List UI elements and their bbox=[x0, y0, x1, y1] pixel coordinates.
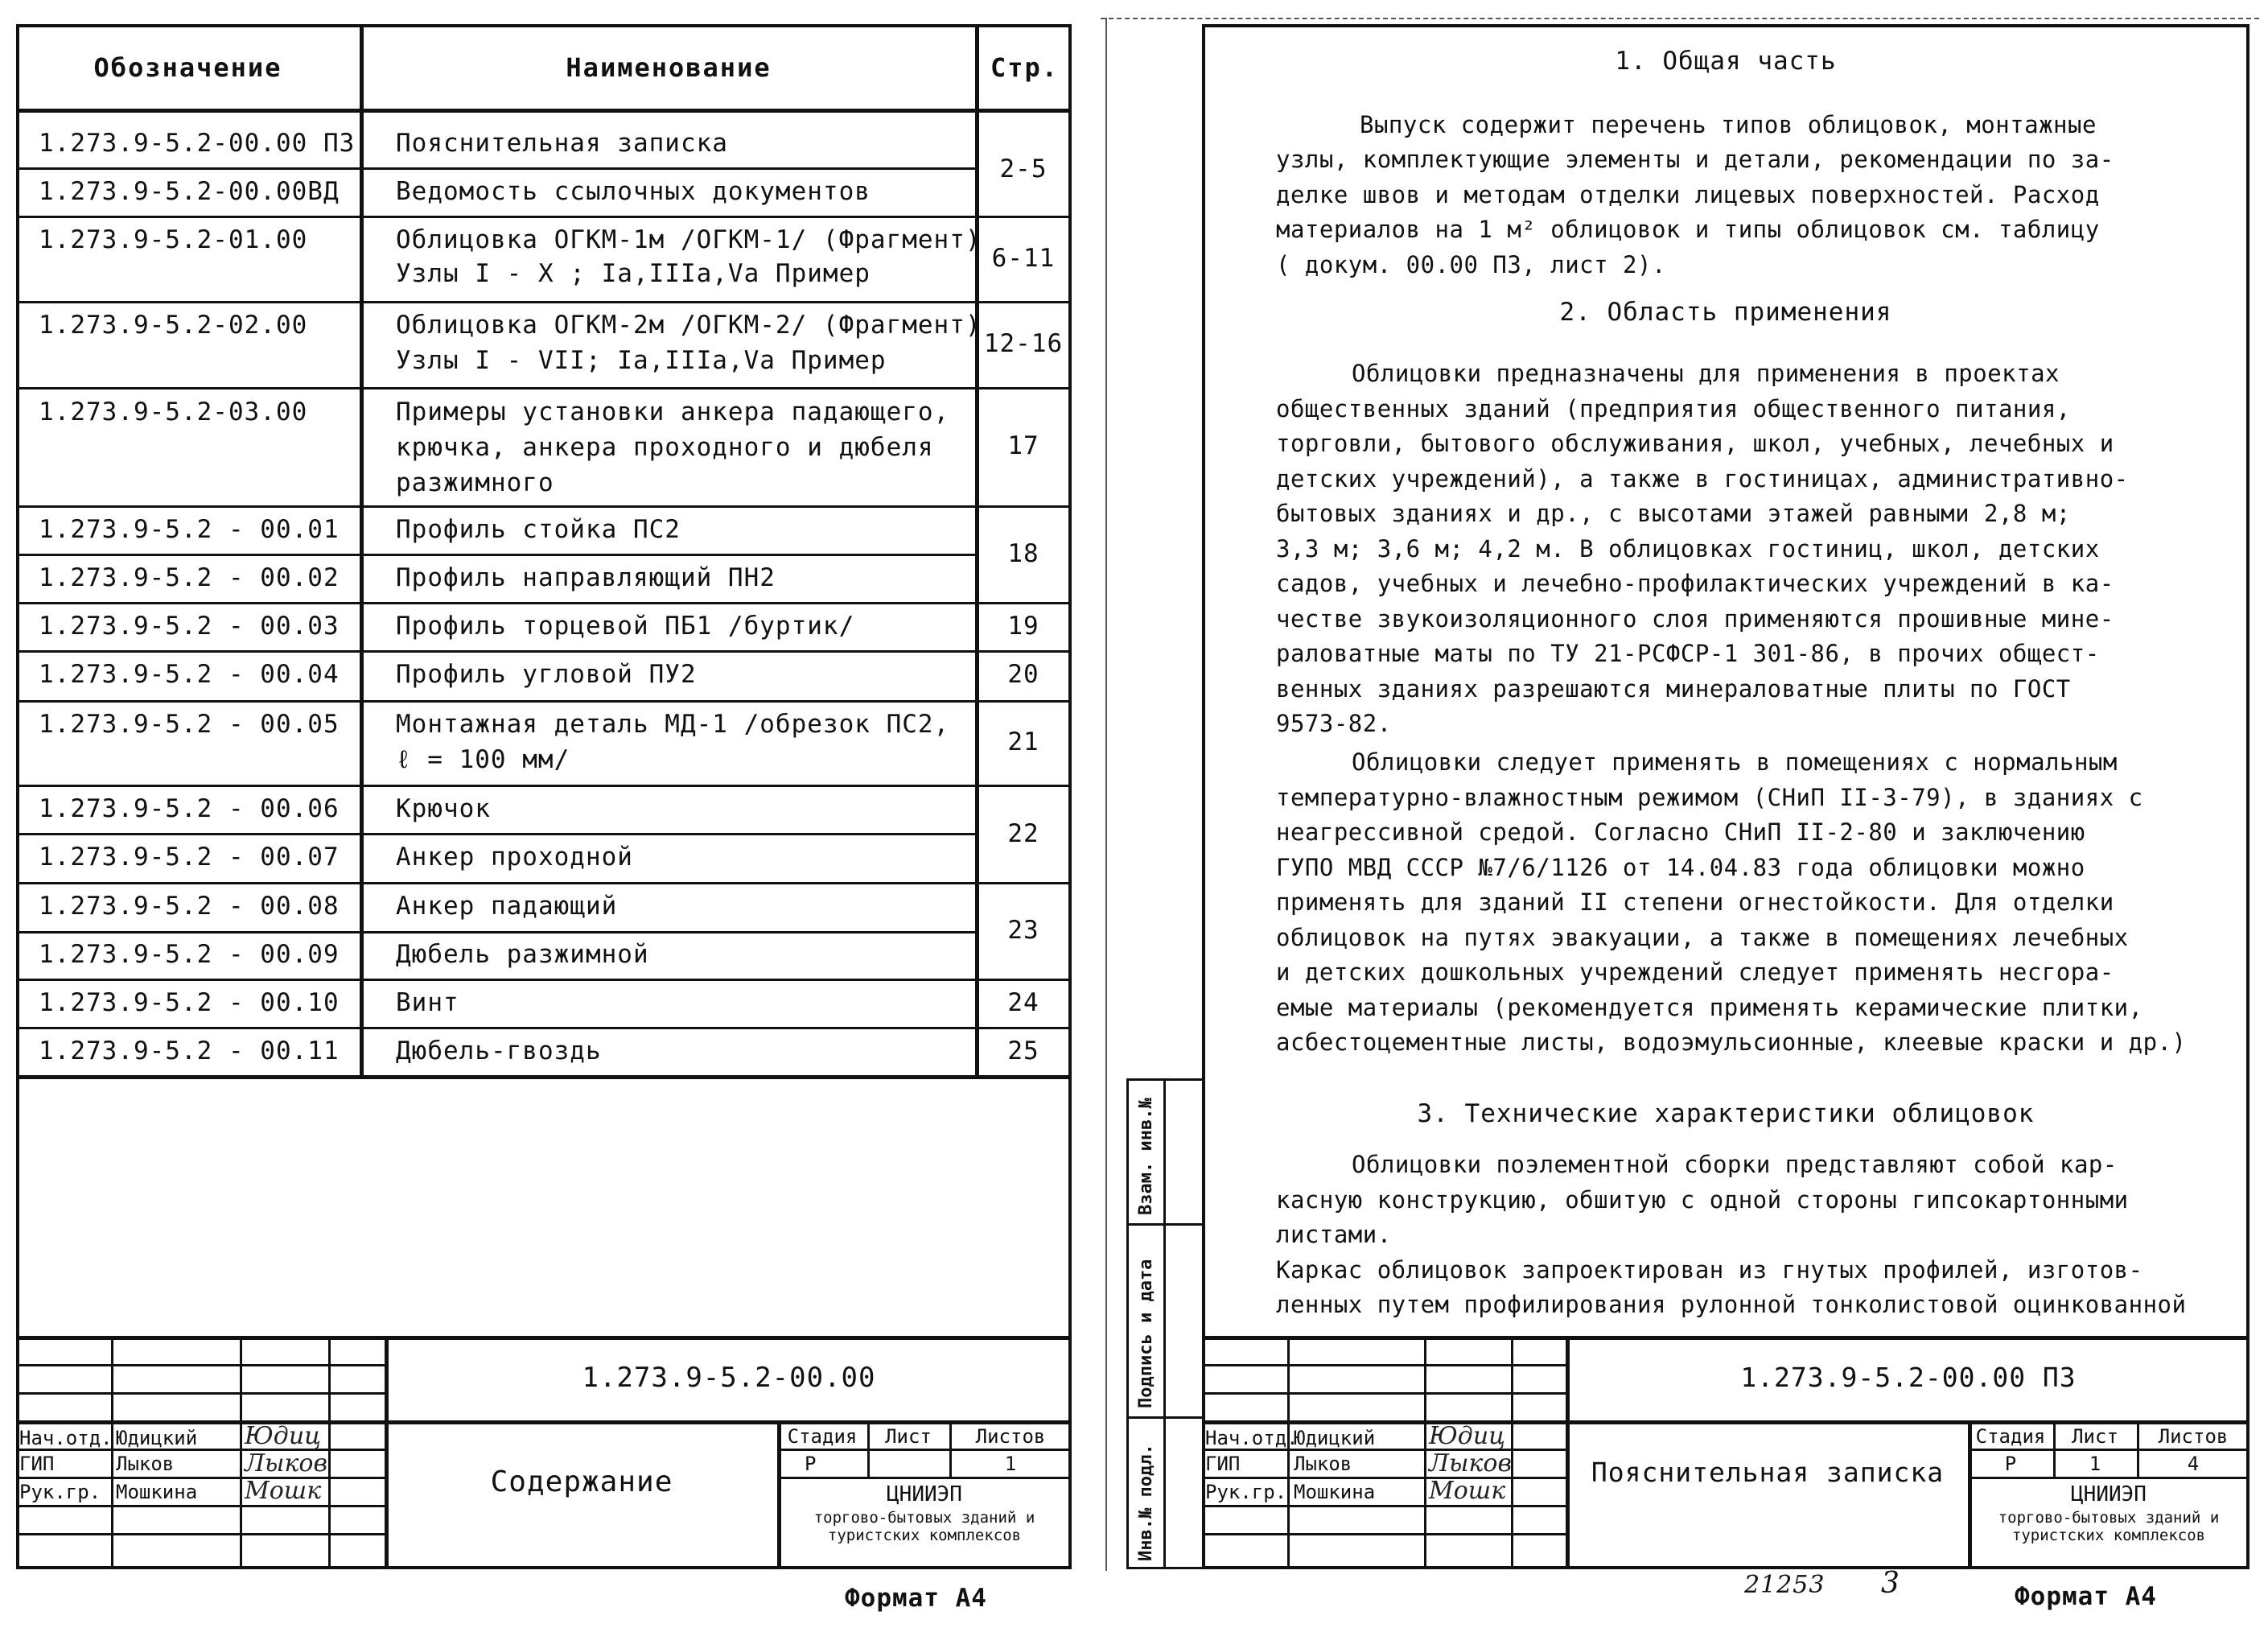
text-line: раловатные маты по ТУ 21-РСФСР-1 301-86, в прочих общест- bbox=[1276, 640, 2100, 667]
format-label: Формат А4 bbox=[2015, 1582, 2157, 1611]
row-divider bbox=[16, 785, 975, 787]
text-line: ( докум. 00.00 ПЗ, лист 2). bbox=[1276, 251, 1666, 278]
stamp-org: туристских комплексов bbox=[2011, 1527, 2206, 1544]
stamp-role: Рук.гр. bbox=[1205, 1481, 1287, 1503]
text-line: узлы, комплектующие элементы и детали, рекомендации по за- bbox=[1276, 146, 2114, 173]
page-divider bbox=[975, 882, 1072, 884]
page-divider bbox=[975, 700, 1072, 703]
row-page: 2-5 bbox=[999, 155, 1048, 183]
text-line: общественных зданий (предприятия общественного питания, bbox=[1276, 395, 2071, 422]
page-divider bbox=[975, 216, 1072, 218]
stamp-role: Рук.гр. bbox=[19, 1481, 101, 1503]
stamp-line bbox=[1968, 1477, 2249, 1479]
stamp-top-line bbox=[16, 1336, 1072, 1340]
row-code: 1.273.9-5.2 - 00.11 bbox=[39, 1037, 340, 1065]
stamp-name: Мошкина bbox=[1294, 1481, 1376, 1503]
signature: Лыков bbox=[245, 1449, 327, 1478]
text-line: Облицовки предназначены для применения в проектах bbox=[1352, 360, 2060, 387]
stamp-line bbox=[16, 1477, 386, 1479]
row-name: Профиль стойка ПС2 bbox=[396, 515, 681, 544]
stamp-name: Лыков bbox=[1294, 1453, 1352, 1475]
stamp-vline bbox=[111, 1336, 113, 1569]
page-divider bbox=[975, 301, 1072, 303]
row-divider bbox=[16, 1027, 975, 1029]
row-page: 23 bbox=[1007, 916, 1039, 945]
row-name: Дюбель-гвоздь bbox=[396, 1037, 602, 1065]
stamp-role: Нач.отд. bbox=[19, 1427, 113, 1449]
signature: Мошк bbox=[245, 1477, 322, 1505]
row-name: Профиль направляющий ПН2 bbox=[396, 563, 776, 592]
text-line: применять для зданий II степени огнестойкости. Для отделки bbox=[1276, 888, 2114, 916]
stamp-line bbox=[1202, 1420, 2249, 1424]
side-label-signature: Подпись и дата bbox=[1136, 1259, 1156, 1408]
text-line: неагрессивной средой. Согласно СНиП II-2-80 и заключению bbox=[1276, 818, 2085, 846]
row-name: Дюбель разжимной bbox=[396, 940, 649, 969]
text-line: материалов на 1 м² облицовок и типы облицовок см. таблицу bbox=[1276, 216, 2100, 243]
stamp-sheet-value: 1 bbox=[2089, 1453, 2101, 1475]
row-page: 22 bbox=[1007, 819, 1039, 848]
text-line: ГУПО МВД СССР №7/6/1126 от 14.04.83 года облицовки можно bbox=[1276, 854, 2085, 881]
text-line: Облицовки следует применять в помещениях с нормальным bbox=[1352, 748, 2118, 776]
stamp-sheet-label: Лист bbox=[2072, 1425, 2118, 1448]
signature: Юдиц bbox=[245, 1422, 322, 1450]
text-line: емые материалы (рекомендуется применять керамические плитки, bbox=[1276, 994, 2143, 1021]
stamp-sheets-label: Листов bbox=[2158, 1425, 2229, 1448]
row-name: Профиль угловой ПУ2 bbox=[396, 660, 697, 689]
text-line: и детских дошкольных учреждений следует применять несгора- bbox=[1276, 958, 2114, 986]
page-number: 3 bbox=[1881, 1567, 1900, 1600]
row-divider bbox=[16, 554, 975, 556]
text-line: честве звукоизоляционного слоя применяются прошивные мине- bbox=[1276, 605, 2114, 633]
row-name: Монтажная деталь МД-1 /обрезок ПС2, bbox=[396, 710, 950, 739]
row-name: Узлы I - X ; Iа,IIIа,Vа Пример bbox=[396, 259, 871, 288]
row-page: 6-11 bbox=[991, 244, 1056, 273]
stamp-sheet-label: Лист bbox=[885, 1425, 932, 1448]
row-divider bbox=[16, 700, 975, 703]
stamp-sheet-value: 1 bbox=[1004, 1453, 1017, 1475]
header-designation: Обозначение bbox=[93, 52, 282, 83]
stamp-sheets-value: 4 bbox=[2187, 1453, 2200, 1475]
text-line: Выпуск содержит перечень типов облицовок, монтажные bbox=[1360, 111, 2097, 138]
stamp-line bbox=[16, 1364, 386, 1366]
row-code: 1.273.9-5.2-00.00ВД bbox=[39, 177, 340, 206]
page-divider bbox=[975, 650, 1072, 653]
row-code: 1.273.9-5.2 - 00.05 bbox=[39, 710, 340, 739]
stamp-role: Нач.отд. bbox=[1205, 1427, 1299, 1449]
header-name: Наименование bbox=[566, 52, 772, 83]
stamp-role: ГИП bbox=[1205, 1453, 1241, 1475]
row-code: 1.273.9-5.2 - 00.09 bbox=[39, 940, 340, 969]
row-name: Облицовка ОГКМ-1м /ОГКМ-1/ (Фрагмент) bbox=[396, 225, 982, 254]
row-page: 12-16 bbox=[983, 329, 1064, 358]
stamp-org: туристских комплексов bbox=[827, 1527, 1022, 1544]
text-line: 9573-82. bbox=[1276, 710, 1392, 737]
row-divider bbox=[16, 650, 975, 653]
stamp-line bbox=[1968, 1449, 2249, 1451]
stamp-org: ЦНИИЭП bbox=[2071, 1482, 2147, 1506]
text-line: садов, учебных и лечебно-профилактических учреждений в ка- bbox=[1276, 570, 2114, 597]
row-divider bbox=[16, 833, 975, 835]
row-name: крючка, анкера проходного и дюбеля bbox=[396, 433, 934, 462]
stamp-name: Юдицкий bbox=[116, 1427, 198, 1449]
stamp-stage-value: Р bbox=[2004, 1453, 2017, 1475]
row-code: 1.273.9-5.2-03.00 bbox=[39, 398, 308, 427]
row-name: Примеры установки анкера падающего, bbox=[396, 398, 950, 427]
row-name: Крючок bbox=[396, 794, 491, 823]
side-label-replace: Взам. инв.№ bbox=[1136, 1098, 1156, 1215]
row-name: Профиль торцевой ПБ1 /буртик/ bbox=[396, 612, 855, 641]
row-page: 19 bbox=[1007, 612, 1039, 641]
row-name: Анкер проходной bbox=[396, 843, 633, 872]
row-page: 17 bbox=[1007, 431, 1039, 460]
stamp-line bbox=[16, 1533, 386, 1535]
stamp-title: Пояснительная записка bbox=[1591, 1457, 1945, 1488]
stamp-vline bbox=[1287, 1336, 1290, 1569]
page-divider bbox=[975, 979, 1072, 981]
row-code: 1.273.9-5.2 - 00.06 bbox=[39, 794, 340, 823]
stamp-name: Мошкина bbox=[116, 1481, 198, 1503]
stamp-org: торгово-бытовых зданий и bbox=[813, 1509, 1035, 1527]
row-page: 24 bbox=[1007, 988, 1039, 1017]
stamp-vline bbox=[328, 1336, 331, 1569]
archive-number: 21253 bbox=[1744, 1571, 1826, 1599]
stamp-line bbox=[16, 1392, 386, 1395]
header-page: Стр. bbox=[990, 52, 1060, 83]
text-line: детских учреждений), а также в гостиницах, административно- bbox=[1276, 465, 2129, 493]
side-strip-divider bbox=[1163, 1078, 1166, 1569]
stamp-org: торгово-бытовых зданий и bbox=[1998, 1509, 2220, 1527]
page-divider bbox=[975, 785, 1072, 787]
text-line: облицовок на путях эвакуации, а также в помещениях лечебных bbox=[1276, 924, 2129, 951]
stamp-vline bbox=[240, 1336, 242, 1569]
row-name: Узлы I - VII; Iа,IIIа,Vа Пример bbox=[396, 346, 887, 375]
row-divider bbox=[16, 387, 975, 389]
row-code: 1.273.9-5.2 - 00.04 bbox=[39, 660, 340, 689]
row-divider bbox=[16, 216, 975, 218]
page-divider bbox=[975, 387, 1072, 389]
row-divider bbox=[16, 602, 975, 604]
sheet-top-border bbox=[1101, 18, 2259, 19]
text-line: 3,3 м; 3,6 м; 4,2 м. В облицовках гостиниц, школ, детских bbox=[1276, 535, 2100, 563]
stamp-name: Юдицкий bbox=[1294, 1427, 1376, 1449]
side-strip-line bbox=[1126, 1416, 1202, 1419]
page-divider bbox=[975, 602, 1072, 604]
row-name: Облицовка ОГКМ-2м /ОГКМ-2/ (Фрагмент) bbox=[396, 311, 982, 340]
signature: Лыков bbox=[1429, 1449, 1512, 1478]
row-page: 25 bbox=[1007, 1037, 1039, 1065]
row-divider bbox=[16, 301, 975, 303]
row-code: 1.273.9-5.2 - 00.07 bbox=[39, 843, 340, 872]
stamp-title: Содержание bbox=[490, 1465, 673, 1498]
stamp-stage-label: Стадия bbox=[787, 1425, 858, 1448]
text-line: Каркас облицовок запроектирован из гнутых профилей, изготов- bbox=[1276, 1256, 2143, 1284]
table-header-divider bbox=[16, 109, 1072, 113]
row-page: 20 bbox=[1007, 660, 1039, 689]
signature: Юдиц bbox=[1429, 1422, 1506, 1450]
row-page: 21 bbox=[1007, 727, 1039, 756]
table-col-divider-1 bbox=[360, 24, 364, 1075]
section-heading: 1. Общая часть bbox=[1615, 47, 1837, 76]
stamp-code: 1.273.9-5.2-00.00 bbox=[582, 1362, 876, 1394]
row-code: 1.273.9-5.2-01.00 bbox=[39, 225, 308, 254]
row-name: Пояснительная записка bbox=[396, 129, 728, 158]
row-code: 1.273.9-5.2-00.00 ПЗ bbox=[39, 129, 356, 158]
row-page: 18 bbox=[1007, 539, 1039, 568]
side-strip-line bbox=[1126, 1223, 1202, 1226]
stamp-vline bbox=[1424, 1336, 1426, 1569]
row-name: Анкер падающий bbox=[396, 892, 618, 921]
section-heading: 2. Область применения bbox=[1559, 298, 1892, 327]
row-divider bbox=[16, 505, 975, 508]
stamp-line bbox=[16, 1505, 386, 1507]
text-line: касную конструкцию, обшитую с одной стороны гипсокартонными bbox=[1276, 1186, 2129, 1214]
stamp-name: Лыков bbox=[116, 1453, 175, 1475]
stamp-role: ГИП bbox=[19, 1453, 55, 1475]
stamp-stage-value: Р bbox=[805, 1453, 817, 1475]
text-line: бытовых зданиях и др., с высотами этажей равными 2,8 м; bbox=[1276, 500, 2071, 527]
text-line: венных зданиях разрешаются минераловатные плиты по ГОСТ bbox=[1276, 675, 2071, 703]
row-divider bbox=[16, 931, 975, 934]
stamp-code: 1.273.9-5.2-00.00 ПЗ bbox=[1740, 1362, 2077, 1393]
stamp-line bbox=[777, 1449, 1072, 1451]
side-label-inventory: Инв.№ подл. bbox=[1136, 1444, 1156, 1561]
row-name: разжимного bbox=[396, 468, 554, 497]
row-divider bbox=[16, 167, 975, 170]
stamp-top-line bbox=[1202, 1336, 2249, 1340]
row-name: ℓ = 100 мм/ bbox=[396, 745, 570, 774]
row-name: Винт bbox=[396, 988, 459, 1017]
section-heading: 3. Технические характеристики облицовок bbox=[1417, 1099, 2035, 1128]
text-line: температурно-влажностным режимом (СНиП II-3-79), в зданиях с bbox=[1276, 784, 2143, 811]
page-divider bbox=[975, 505, 1072, 508]
signature: Мошк bbox=[1429, 1477, 1506, 1505]
row-code: 1.273.9-5.2 - 00.10 bbox=[39, 988, 340, 1017]
stamp-org: ЦНИИЭП bbox=[887, 1482, 962, 1506]
table-bottom-line bbox=[16, 1075, 1072, 1079]
row-name: Ведомость ссылочных документов bbox=[396, 177, 871, 206]
row-code: 1.273.9-5.2 - 00.03 bbox=[39, 612, 340, 641]
text-line: ленных путем профилирования рулонной тонколистовой оцинкованной bbox=[1276, 1291, 2187, 1318]
row-divider bbox=[16, 882, 975, 884]
stamp-sheets-label: Листов bbox=[975, 1425, 1046, 1448]
text-line: делке швов и методам отделки лицевых поверхностей. Расход bbox=[1276, 181, 2100, 208]
text-line: Облицовки поэлементной сборки представляют собой кар- bbox=[1352, 1151, 2118, 1178]
sheet-left-edge bbox=[1105, 18, 1107, 1571]
stamp-line bbox=[16, 1420, 1072, 1424]
row-divider bbox=[16, 979, 975, 981]
row-code: 1.273.9-5.2 - 00.08 bbox=[39, 892, 340, 921]
row-code: 1.273.9-5.2-02.00 bbox=[39, 311, 308, 340]
row-code: 1.273.9-5.2 - 00.02 bbox=[39, 563, 340, 592]
text-line: листами. bbox=[1276, 1221, 1392, 1248]
format-label: Формат А4 bbox=[845, 1584, 987, 1613]
text-line: асбестоцементные листы, водоэмульсионные, клеевые краски и др.) bbox=[1276, 1028, 2187, 1056]
stamp-line bbox=[777, 1477, 1072, 1479]
page-divider bbox=[975, 1027, 1072, 1029]
row-code: 1.273.9-5.2 - 00.01 bbox=[39, 515, 340, 544]
stamp-stage-label: Стадия bbox=[1975, 1425, 2046, 1448]
text-line: торговли, бытового обслуживания, школ, учебных, лечебных и bbox=[1276, 430, 2114, 457]
